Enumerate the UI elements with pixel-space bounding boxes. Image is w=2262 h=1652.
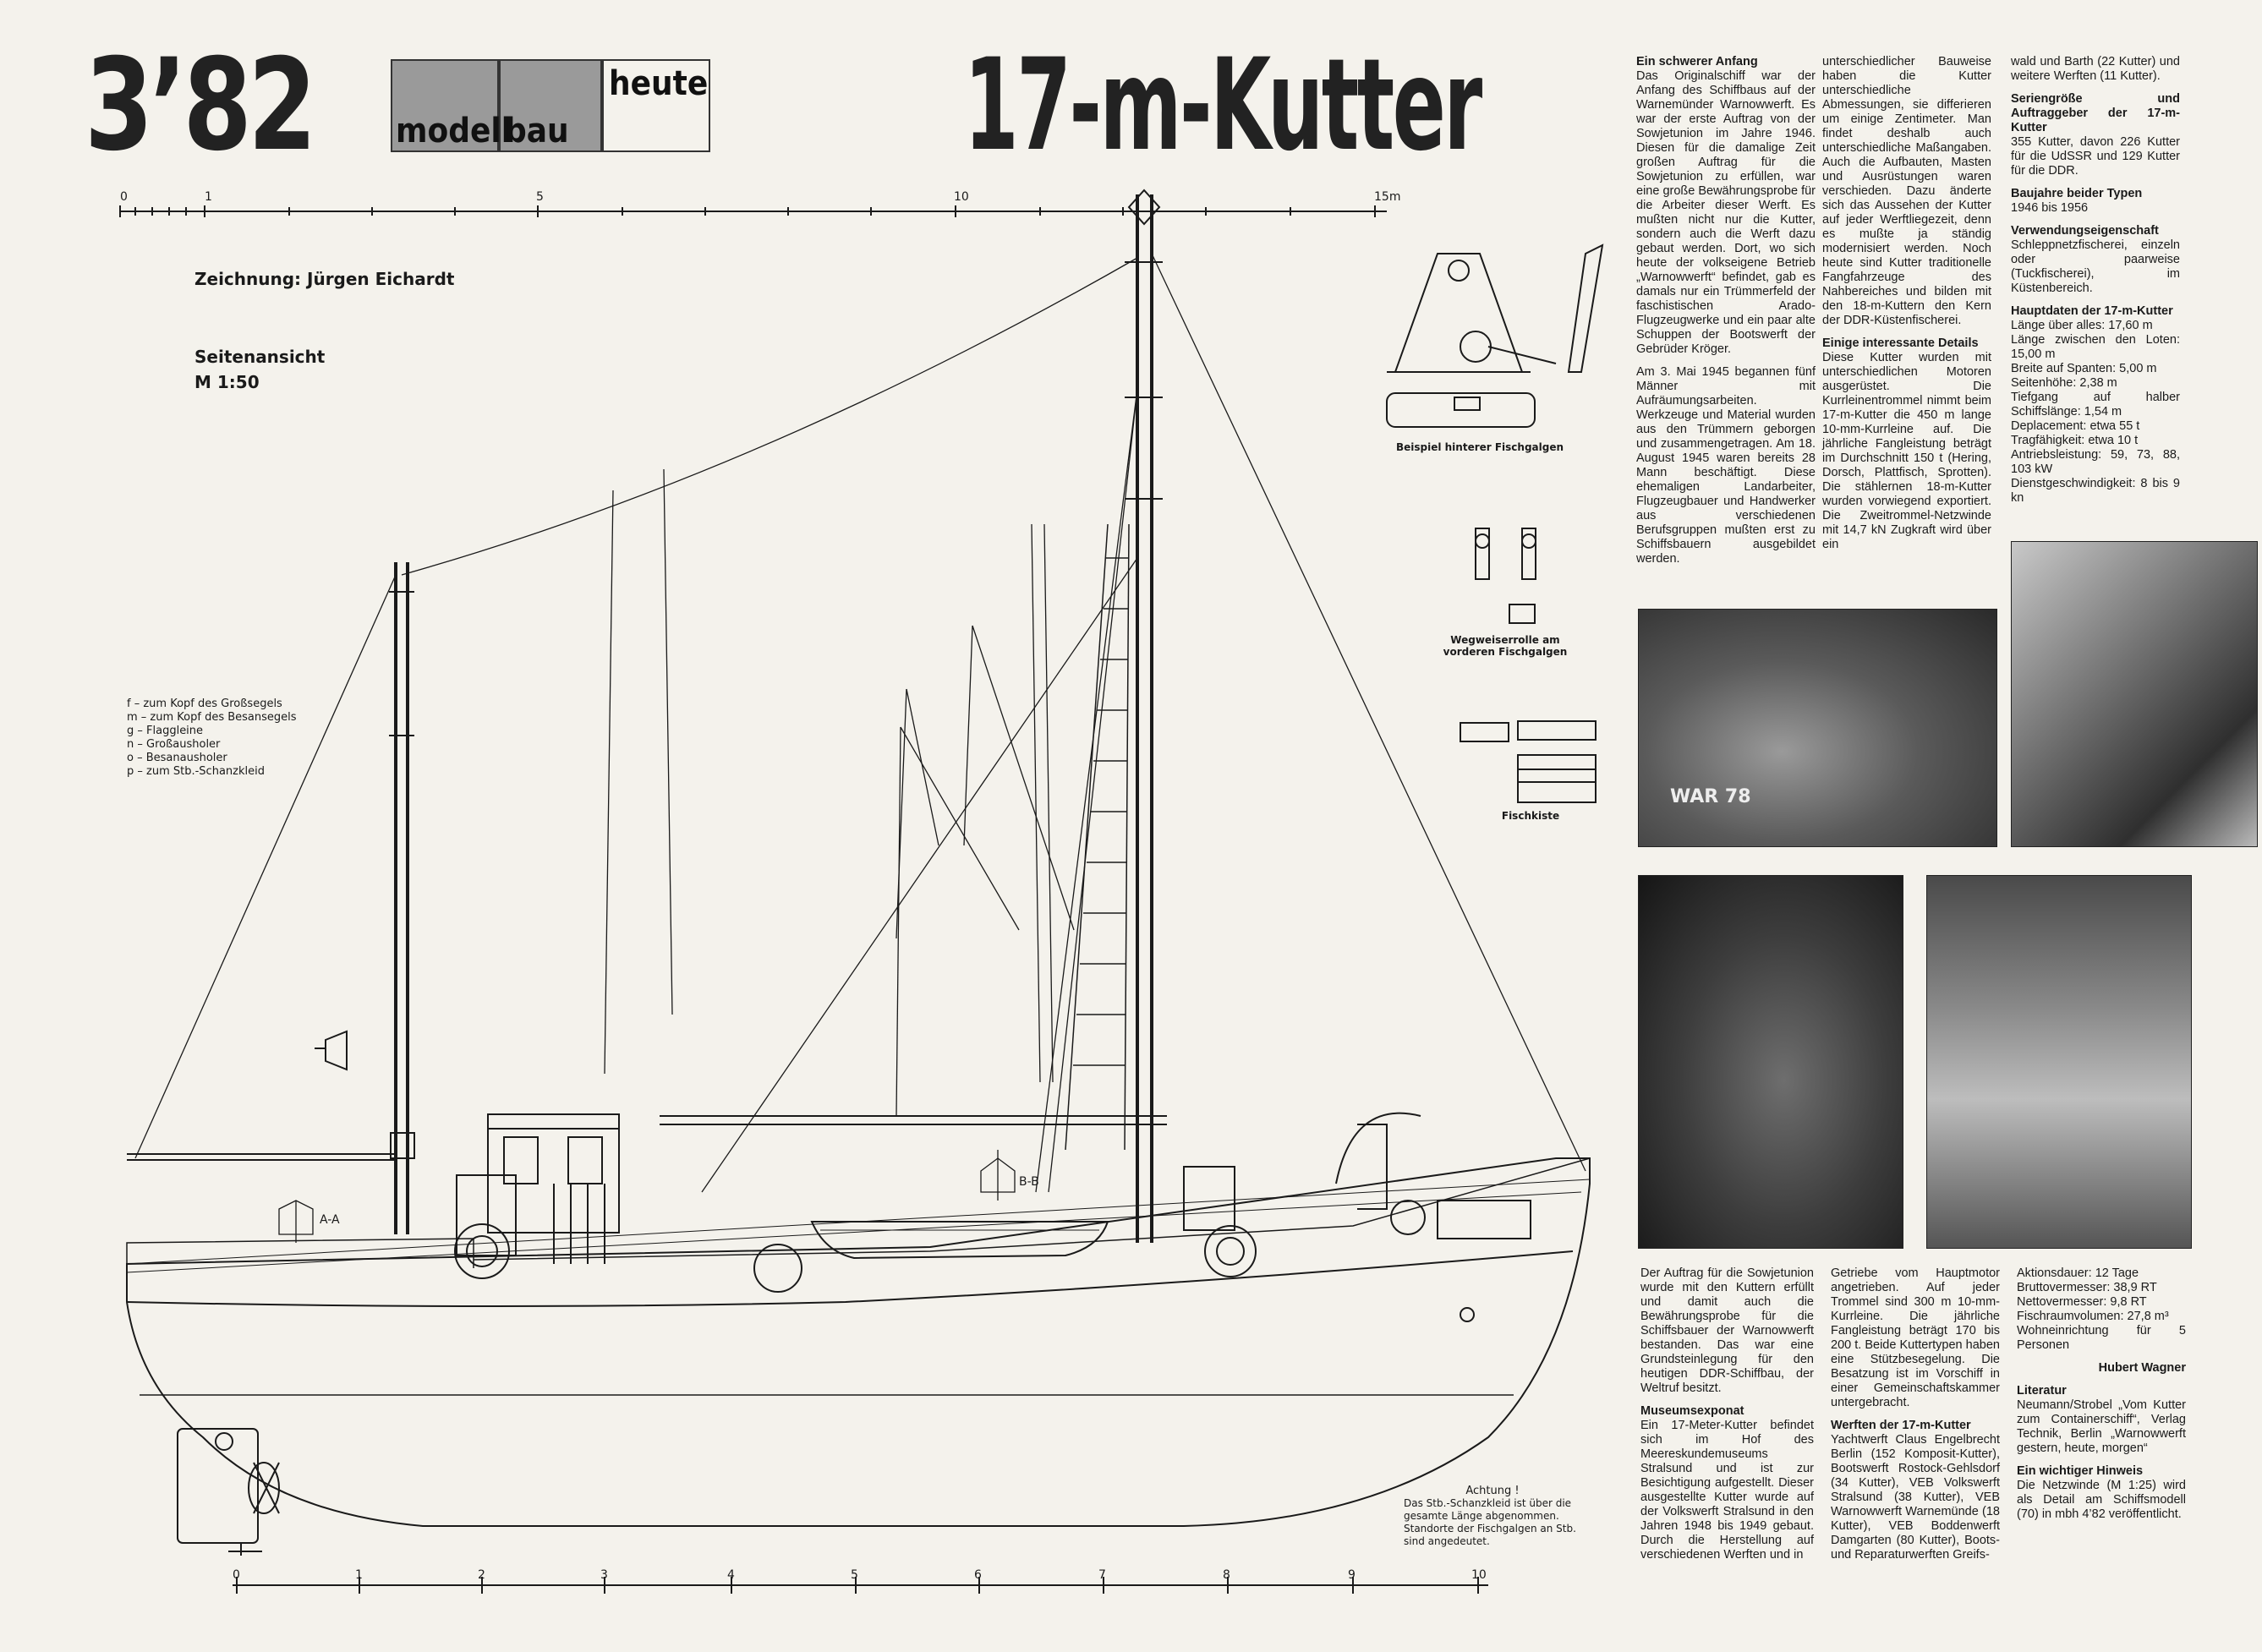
article-heading: Seriengröße und Auftraggeber der 17-m-Kutter	[2011, 92, 2180, 134]
wegweiserrolle-detail	[1476, 528, 1536, 623]
article-heading: Ein wichtiger Hinweis	[2017, 1464, 2144, 1478]
article-heading: Ein schwerer Anfang	[1636, 55, 1758, 68]
article-column-3	[2011, 55, 2180, 514]
scale-label: 15m	[1374, 190, 1401, 204]
frame-label: 7	[1098, 1568, 1106, 1582]
section-b-b	[981, 1150, 1015, 1201]
article-paragraph: unterschiedlicher Bauweise haben die Kutter unterschiedliche Abmessungen, sie differieren um einige Zentimeter. Man findet deshalb auch unterschiedliche Maßangaben. Auch die Aufbauten, Masten und Ausrüstungen waren verschieden. Dazu änderte sich das Aussehen der Kutter auf jeder Werftliegezeit, denn es mußte ja ständig modernisiert werden. Noch heute sind Kutter traditionelle Fangfahrzeuge des Nahbereiches und bilden mit den 18-m-Kuttern den Kern der DDR-Küstenfischerei.	[1822, 55, 1991, 327]
photo-cutter-bow	[1638, 609, 1997, 847]
issue-number: 3’82	[85, 32, 313, 179]
frame-label: 8	[1223, 1568, 1230, 1582]
frame-label: 0	[233, 1568, 240, 1582]
photo-deck-winch	[2011, 541, 2258, 847]
hull-outline	[127, 1158, 1590, 1526]
main-mast	[1125, 190, 1163, 1243]
article-paragraph: Neumann/Strobel „Vom Kutter zum Containerschiff“, Verlag Technik, Berlin „Warnowwerft gestern, heute, morgen“	[2017, 1398, 2186, 1455]
legend-item: p – zum Stb.-Schanzkleid	[127, 765, 265, 778]
scale-label: 1	[205, 190, 212, 204]
frame-label: 4	[727, 1568, 735, 1582]
article-heading: Baujahre beider Typen	[2011, 187, 2143, 200]
article-heading: Hauptdaten der 17-m-Kutter	[2011, 304, 2173, 318]
fischkiste-detail	[1460, 721, 1596, 802]
article-column-2	[1822, 55, 1991, 561]
article-paragraph: Ein 17-Meter-Kutter befindet sich im Hof des Meereskundemuseums Stralsund und ist zur Besichtigung aufgestellt. Dieser ausgestellte Kutter wurde auf der Volkswerft Stralsund in den Jahren 1948 bis 1949 gebaut. Durch die Herstellung auf verschiedenen Werften und in	[1640, 1419, 1814, 1562]
article-paragraph: Getriebe vom Hauptmotor angetrieben. Auf jeder Trommel sind 300 m 10-mm-Kurrleine. Die jährliche Fangleistung beträgt 170 bis 200 t. Beide Kuttertypen haben eine Stützbesegelung. Die Besatzung ist im Vorschiff in einer Gemeinschaftskammer untergebracht.	[1831, 1266, 2000, 1409]
author-signature: Hubert Wagner	[2098, 1361, 2186, 1375]
drawing-credit: Zeichnung: Jürgen Eichardt	[194, 269, 455, 289]
article-paragraph: Diese Kutter wurden mit unterschiedlichen Motoren ausgerüstet. Die Kurrleinentrommel nimmt beim 17-m-Kutter die 450 m lange 10-mm-Kurrleine auf. Die jährliche Fangleistung beträgt im Durchschnitt 150 t (Hering, Dorsch, Plattfisch, Sprotten). Die stählernen 18-m-Kutter wurden vorwiegend exportiert. Die Zweitrommel-Netzwinde mit 14,7 kN Zugkraft wird über ein	[1822, 351, 1991, 551]
article-paragraph: Das Originalschiff war der Anfang des Schiffbaus auf der Warnemünder Warnowwerft. Es war der erste Auftrag von der Sowjetunion im Jahre 1946. Diesen für die damalige Zeit großen Auftrag für die Sowjetunion zu erfüllen, war eine große Bewährungsprobe für die Arbeiter dieser Werft. Es mußten nicht nur die Kutter, sondern auch die Werft dazu gebaut werden. Dort, wo sich heute der volkseigene Betrieb „Warnowwerft“ befindet, gab es damals nur ein Trümmerfeld der faschistischen Arado-Flugzeugwerke und ein paar alte Schuppen der Bootswerft der Gebrüder Kröger.	[1636, 69, 1816, 356]
article-heading: Verwendungseigenschaft	[2011, 224, 2159, 238]
scale-label: 5	[536, 190, 544, 204]
article-column-5	[1831, 1266, 2000, 1571]
article-paragraph: Länge über alles: 17,60 m Länge zwischen den Loten: 15,00 m Breite auf Spanten: 5,00 m Seitenhöhe: 2,38 m Tiefgang auf halber Schiffslänge: 1,54 m Deplacement: etwa 55 t Tragfähigkeit: etwa 10 t Antriebsleistung: 59, 73, 88, 103 kW Dienstgeschwindigkeit: 8 bis 9 kn	[2011, 319, 2180, 505]
frame-label: 6	[974, 1568, 982, 1582]
logo-word-modell: modell	[396, 112, 512, 150]
article-paragraph: Am 3. Mai 1945 begannen fünf Männer mit Aufräumungsarbeiten. Werkzeuge und Material wurden aus den Trümmern geborgen und zusammengetragen. Am 18. August 1945 waren bereits 28 Mann beschäftigt. Diese ehemaligen Landarbeiter, Flugzeugbauer und Handwerker aus verschiedenen Berufsgruppen mußten erst zu Schiffsbauern ausgebildet werden.	[1636, 365, 1816, 566]
section-label-aa: A-A	[320, 1213, 340, 1227]
frame-label: 10	[1471, 1568, 1487, 1582]
legend-item: n – Großausholer	[127, 738, 221, 751]
frame-label: 3	[600, 1568, 608, 1582]
top-scale-bar	[120, 205, 1387, 217]
article-paragraph: wald und Barth (22 Kutter) und weitere Werften (11 Kutter).	[2011, 55, 2180, 83]
scale-label: 0	[120, 190, 128, 204]
frame-label: 1	[355, 1568, 363, 1582]
article-paragraph: Aktionsdauer: 12 Tage Bruttovermesser: 38,9 RT Nettovermesser: 9,8 RT Fischraumvolumen: 27,8 m³ Wohneinrichtung für 5 Personen	[2017, 1266, 2186, 1352]
article-paragraph: Schleppnetzfischerei, einzeln oder paarweise (Tuckfischerei), im Küstenbereich.	[2011, 238, 2180, 295]
view-scale: M 1:50	[194, 372, 260, 392]
view-title: Seitenansicht	[194, 347, 326, 367]
article-column-6	[2017, 1266, 2186, 1530]
scale-label: 10	[954, 190, 969, 204]
hull-marking-war-78: WAR 78	[1670, 786, 1751, 807]
section-a-a	[279, 1201, 313, 1243]
legend-item: m – zum Kopf des Besansegels	[127, 711, 297, 724]
frame-label: 2	[478, 1568, 485, 1582]
caption-fischkiste: Fischkiste	[1501, 810, 1560, 822]
legend-item: o – Besanausholer	[127, 752, 227, 764]
logo-word-bau: bau	[505, 112, 569, 150]
fischgalgen-detail	[1387, 245, 1602, 427]
caption-wegweiserrolle: Wegweiserrolle am vorderen Fischgalgen	[1443, 634, 1568, 658]
mizzen-mast	[389, 562, 414, 1234]
legend-item: f – zum Kopf des Großsegels	[127, 697, 282, 710]
article-paragraph: 1946 bis 1956	[2011, 201, 2089, 215]
logo-word-heute: heute	[609, 64, 709, 103]
legend-item: g – Flaggleine	[127, 725, 204, 737]
article-paragraph: 355 Kutter, davon 226 Kutter für die UdSSR und 129 Kutter für die DDR.	[2011, 135, 2180, 178]
article-paragraph: Der Auftrag für die Sowjetunion wurde mit den Kuttern erfüllt und damit auch die Bewährungsprobe für die Schiffsbauer der Warnowwerft bestanden. Das war eine Grundsteinlegung für den heutigen DDR-Schiffbau, der Weltruf besitzt.	[1640, 1266, 1814, 1395]
stb-schanzkleid-note	[1404, 1485, 1581, 1548]
article-heading: Literatur	[2017, 1384, 2067, 1398]
article-heading: Einige interessante Details	[1822, 336, 1979, 350]
rigging	[135, 254, 1586, 1192]
note-text: Das Stb.-Schanzkleid ist über die gesamte Länge abgenommen. Standorte der Fischgalgen an Stb. sind angedeutet.	[1404, 1497, 1576, 1547]
article-paragraph: Yachtwerft Claus Engelbrecht Berlin (152 Komposit-Kutter), Bootswerft Rostock-Gehlsdorf (34 Kutter), VEB Volkswerft Stralsund (38 Kutter), VEB Warnowwerft Warnemünde (18 Kutter), VEB Boddenwerft Damgarten (80 Kutter), Boots- und Reparaturwerften Greifs-	[1831, 1433, 2000, 1562]
article-heading: Werften der 17-m-Kutter	[1831, 1419, 1971, 1432]
section-label-bb: B-B	[1019, 1175, 1039, 1189]
frame-label: 9	[1348, 1568, 1356, 1582]
article-paragraph: Die Netzwinde (M 1:25) wird als Detail am Schiffsmodell (70) in mbh 4’82 veröffentlicht.	[2017, 1479, 2186, 1521]
article-column-1	[1636, 55, 1816, 575]
frame-label: 5	[851, 1568, 858, 1582]
article-title: 17-m-Kutter	[964, 32, 1481, 179]
article-column-4	[1640, 1266, 1814, 1571]
note-title: Achtung !	[1465, 1485, 1520, 1497]
article-heading: Museumsexponat	[1640, 1404, 1744, 1418]
frame-scale	[233, 1577, 1488, 1594]
caption-fischgalgen: Beispiel hinterer Fischgalgen	[1395, 441, 1564, 453]
photo-deck-aft	[1638, 875, 1903, 1249]
rope-ladder	[1065, 524, 1129, 1150]
photo-deck-fore	[1926, 875, 2192, 1249]
